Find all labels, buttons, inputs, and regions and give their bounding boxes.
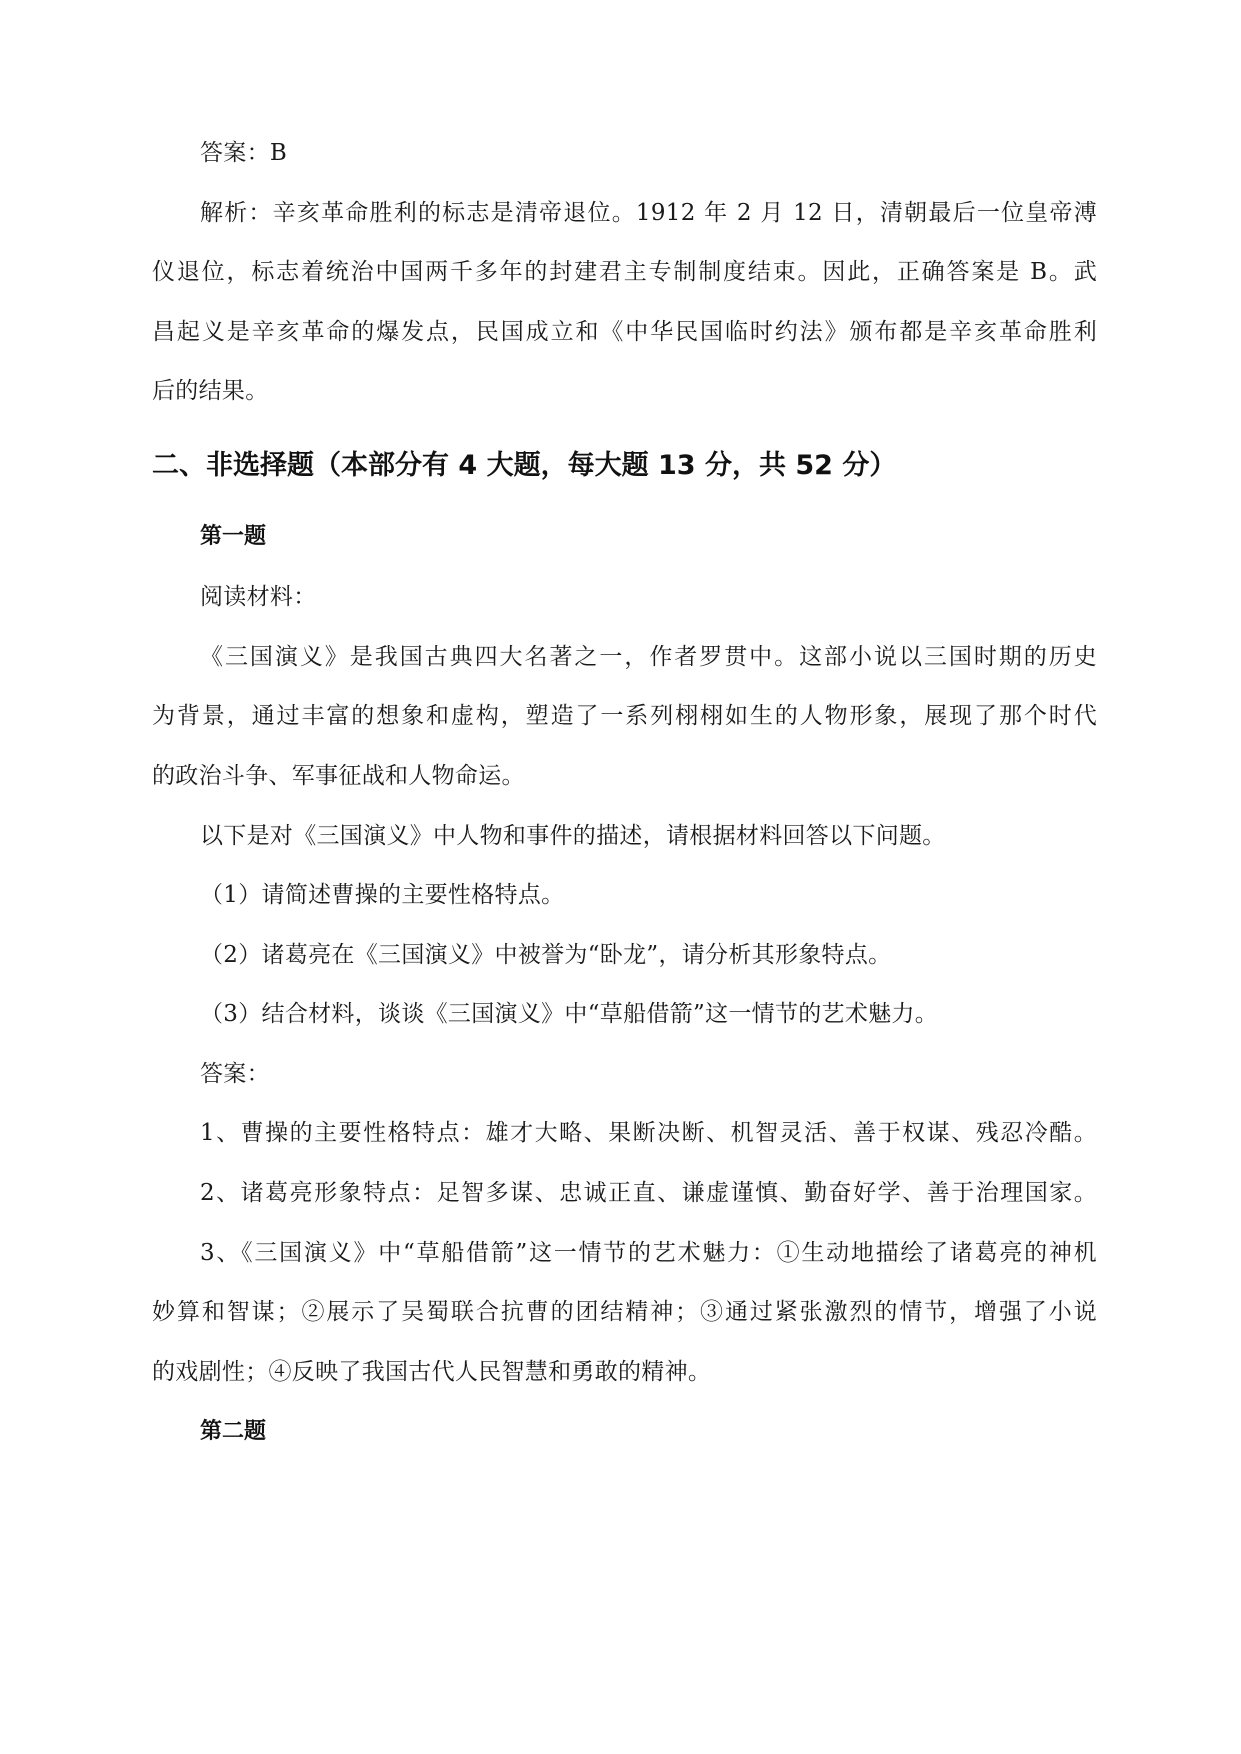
- answer-3-line-1: 3、《三国演义》中“草船借箭”这一情节的艺术魅力：①生动地描绘了诸葛亮的神机: [200, 1240, 1097, 1266]
- subquestion-3: （3）结合材料，谈谈《三国演义》中“草船借箭”这一情节的艺术魅力。: [200, 1001, 939, 1027]
- analysis-line-1: 解析：辛亥革命胜利的标志是清帝退位。1912 年 2 月 12 日，清朝最后一位皇帝溥: [200, 200, 1097, 226]
- question-1-title: 第一题: [200, 524, 267, 549]
- material-line-3: 的政治斗争、军事征战和人物命运。: [152, 763, 525, 789]
- answer-1: 1、曹操的主要性格特点：雄才大略、果断决断、机智灵活、善于权谋、残忍冷酷。: [200, 1120, 1097, 1146]
- question-2-title: 第二题: [200, 1419, 267, 1444]
- material-line-2: 为背景，通过丰富的想象和虚构，塑造了一系列栩栩如生的人物形象，展现了那个时代: [152, 703, 1097, 729]
- subquestion-2: （2）诸葛亮在《三国演义》中被誉为“卧龙”，请分析其形象特点。: [200, 942, 892, 968]
- question-prompt: 以下是对《三国演义》中人物和事件的描述，请根据材料回答以下问题。: [200, 823, 946, 849]
- material-line-1: 《三国演义》是我国古典四大名著之一，作者罗贯中。这部小说以三国时期的历史: [200, 644, 1097, 670]
- analysis-line-3: 昌起义是辛亥革命的爆发点，民国成立和《中华民国临时约法》颁布都是辛亥革命胜利: [152, 319, 1097, 345]
- read-material-label: 阅读材料：: [200, 584, 317, 610]
- answer-line: 答案：B: [200, 140, 288, 166]
- answer-3-line-3: 的戏剧性；④反映了我国古代人民智慧和勇敢的精神。: [152, 1359, 712, 1385]
- analysis-line-2: 仪退位，标志着统治中国两千多年的封建君主专制制度结束。因此，正确答案是 B。武: [152, 259, 1097, 285]
- answer-3-line-2: 妙算和智谋；②展示了吴蜀联合抗曹的团结精神；③通过紧张激烈的情节，增强了小说: [152, 1299, 1097, 1325]
- answer-label: 答案：: [200, 1061, 270, 1087]
- answer-2: 2、诸葛亮形象特点：足智多谋、忠诚正直、谦虚谨慎、勤奋好学、善于治理国家。: [200, 1180, 1097, 1206]
- analysis-line-4: 后的结果。: [152, 378, 269, 404]
- subquestion-1: （1）请简述曹操的主要性格特点。: [200, 882, 565, 908]
- section-heading: 二、非选择题（本部分有 4 大题，每大题 13 分，共 52 分）: [152, 450, 897, 481]
